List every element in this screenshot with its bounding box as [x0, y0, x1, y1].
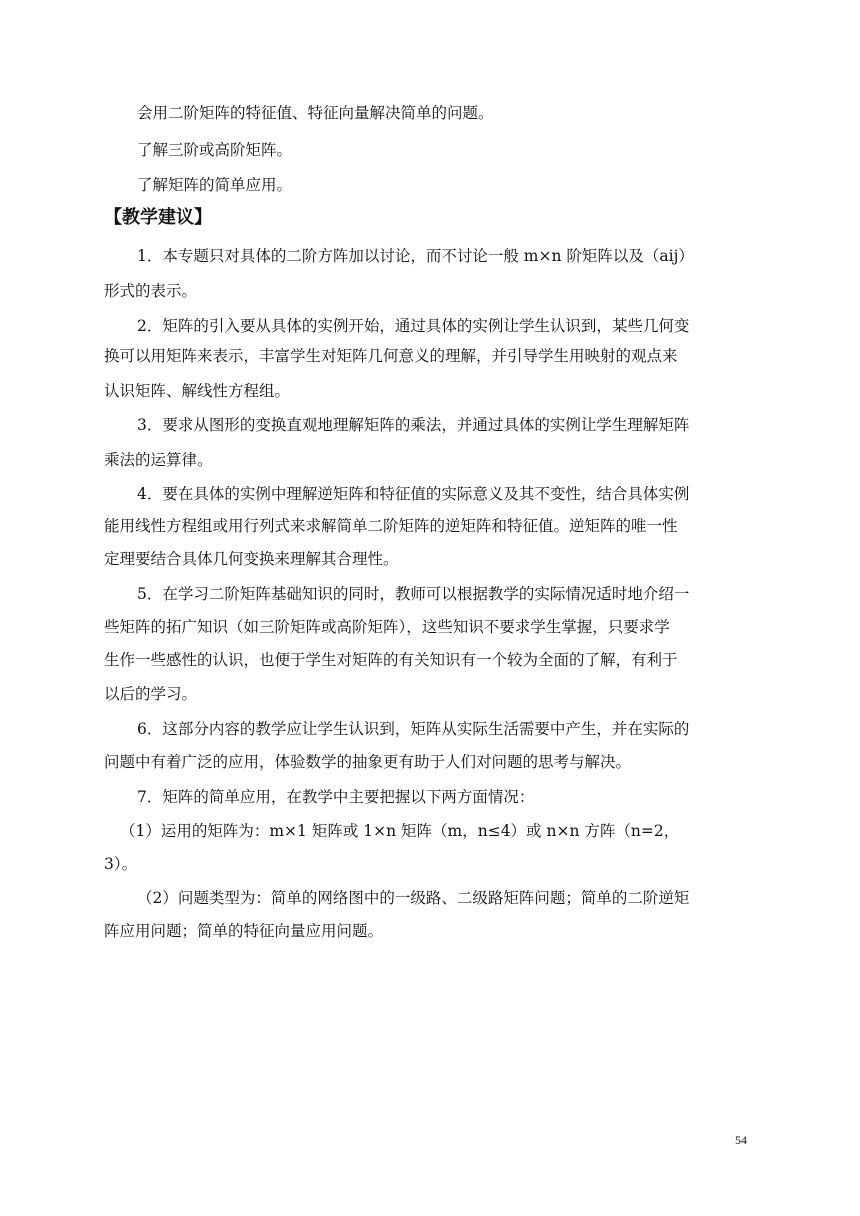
body-line: 些矩阵的拓广知识（如三阶矩阵或高阶矩阵），这些知识不要求学生掌握，只要求学 — [104, 618, 670, 636]
body-line: 形式的表示。 — [104, 282, 198, 300]
body-line: 生作一些感性的认识，也便于学生对矩阵的有关知识有一个较为全面的了解，有利于 — [104, 651, 678, 669]
body-line: 5．在学习二阶矩阵基础知识的同时，教师可以根据教学的实际情况适时地介绍一 — [137, 585, 690, 603]
body-line: 6．这部分内容的教学应让学生认识到，矩阵从实际生活需要中产生，并在实际的 — [137, 720, 690, 738]
intro-line: 了解矩阵的简单应用。 — [137, 176, 293, 194]
intro-line: 了解三阶或高阶矩阵。 — [137, 141, 293, 159]
body-line: 换可以用矩阵来表示，丰富学生对矩阵几何意义的理解，并引导学生用映射的观点来 — [104, 347, 678, 365]
body-line: 问题中有着广泛的应用，体验数学的抽象更有助于人们对问题的思考与解决。 — [104, 753, 632, 771]
body-line: 4．要在具体的实例中理解逆矩阵和特征值的实际意义及其不变性，结合具体实例 — [137, 485, 690, 503]
body-line: （1）运用的矩阵为：m×1 矩阵或 1×n 矩阵（m，n≤4）或 n×n 方阵（n=2， — [120, 822, 680, 840]
body-line: 7．矩阵的简单应用，在教学中主要把握以下两方面情况： — [137, 788, 535, 806]
body-line: 能用线性方程组或用行列式来求解简单二阶矩阵的逆矩阵和特征值。逆矩阵的唯一性 — [104, 517, 678, 535]
body-line: 3．要求从图形的变换直观地理解矩阵的乘法，并通过具体的实例让学生理解矩阵 — [137, 416, 690, 434]
body-line: 2．矩阵的引入要从具体的实例开始，通过具体的实例让学生认识到，某些几何变 — [137, 317, 690, 335]
body-line: 3）。 — [104, 855, 138, 873]
body-line: 阵应用问题；简单的特征向量应用问题。 — [104, 922, 384, 940]
body-line: 1．本专题只对具体的二阶方阵加以讨论，而不讨论一般 m×n 阶矩阵以及（aij） — [137, 247, 694, 265]
section-heading: 【教学建议】 — [104, 207, 212, 228]
page-number: 54 — [735, 1133, 747, 1147]
body-line: 认识矩阵、解线性方程组。 — [104, 382, 291, 400]
intro-line: 会用二阶矩阵的特征值、特征向量解决简单的问题。 — [137, 104, 494, 122]
body-line: 乘法的运算律。 — [104, 451, 213, 469]
body-line: 以后的学习。 — [104, 685, 198, 703]
body-line: 定理要结合具体几何变换来理解其合理性。 — [104, 550, 399, 568]
body-line: （2）问题类型为：简单的网络图中的一级路、二级路矩阵问题；简单的二阶逆矩 — [137, 889, 690, 907]
